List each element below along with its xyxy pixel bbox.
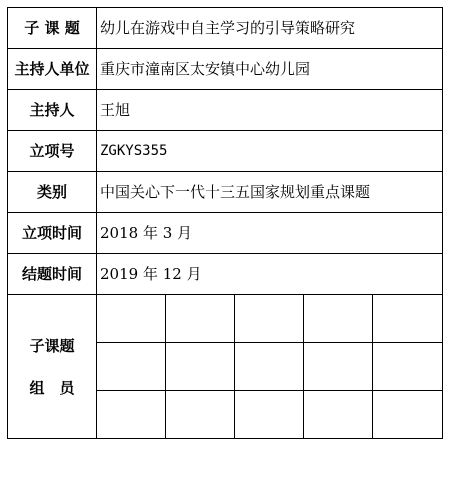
value-host-unit: 重庆市潼南区太安镇中心幼儿园 — [97, 49, 443, 90]
member-cell — [304, 295, 373, 343]
row-project-number — [8, 131, 443, 172]
member-cell — [373, 343, 443, 391]
member-cell — [373, 391, 443, 439]
member-cell — [166, 343, 235, 391]
value-start-time: 2018 年 3 月 — [97, 213, 443, 254]
value-subproject: 幼儿在游戏中自主学习的引导策略研究 — [97, 8, 443, 49]
member-cell — [166, 391, 235, 439]
value-category: 中国关心下一代十三五国家规划重点课题 — [97, 172, 443, 213]
row-category — [8, 172, 443, 213]
member-cell — [97, 295, 166, 343]
project-info-table — [7, 7, 443, 439]
member-cell — [373, 295, 443, 343]
row-subproject — [8, 8, 443, 49]
member-cell — [304, 343, 373, 391]
label-host: 主持人 — [8, 90, 97, 131]
label-subproject: 子 课 题 — [8, 8, 97, 49]
member-cell — [235, 295, 304, 343]
member-cell — [97, 343, 166, 391]
row-host-unit — [8, 49, 443, 90]
row-end-time — [8, 254, 443, 295]
label-members — [8, 295, 97, 439]
label-category: 类别 — [8, 172, 97, 213]
member-cell — [235, 391, 304, 439]
label-start-time: 立项时间 — [8, 213, 97, 254]
label-members-line2: 组 员 — [29, 378, 75, 397]
member-cell — [97, 391, 166, 439]
value-host: 王旭 — [97, 90, 443, 131]
row-host — [8, 90, 443, 131]
row-start-time — [8, 213, 443, 254]
label-members-line1: 子课题 — [29, 336, 75, 355]
member-cell — [235, 343, 304, 391]
value-project-number: ZGKYS355 — [97, 131, 443, 172]
label-end-time: 结题时间 — [8, 254, 97, 295]
label-host-unit: 主持人单位 — [8, 49, 97, 90]
member-cell — [166, 295, 235, 343]
member-cell — [304, 391, 373, 439]
members-row-1 — [8, 295, 443, 343]
label-project-number: 立项号 — [8, 131, 97, 172]
value-end-time: 2019 年 12 月 — [97, 254, 443, 295]
